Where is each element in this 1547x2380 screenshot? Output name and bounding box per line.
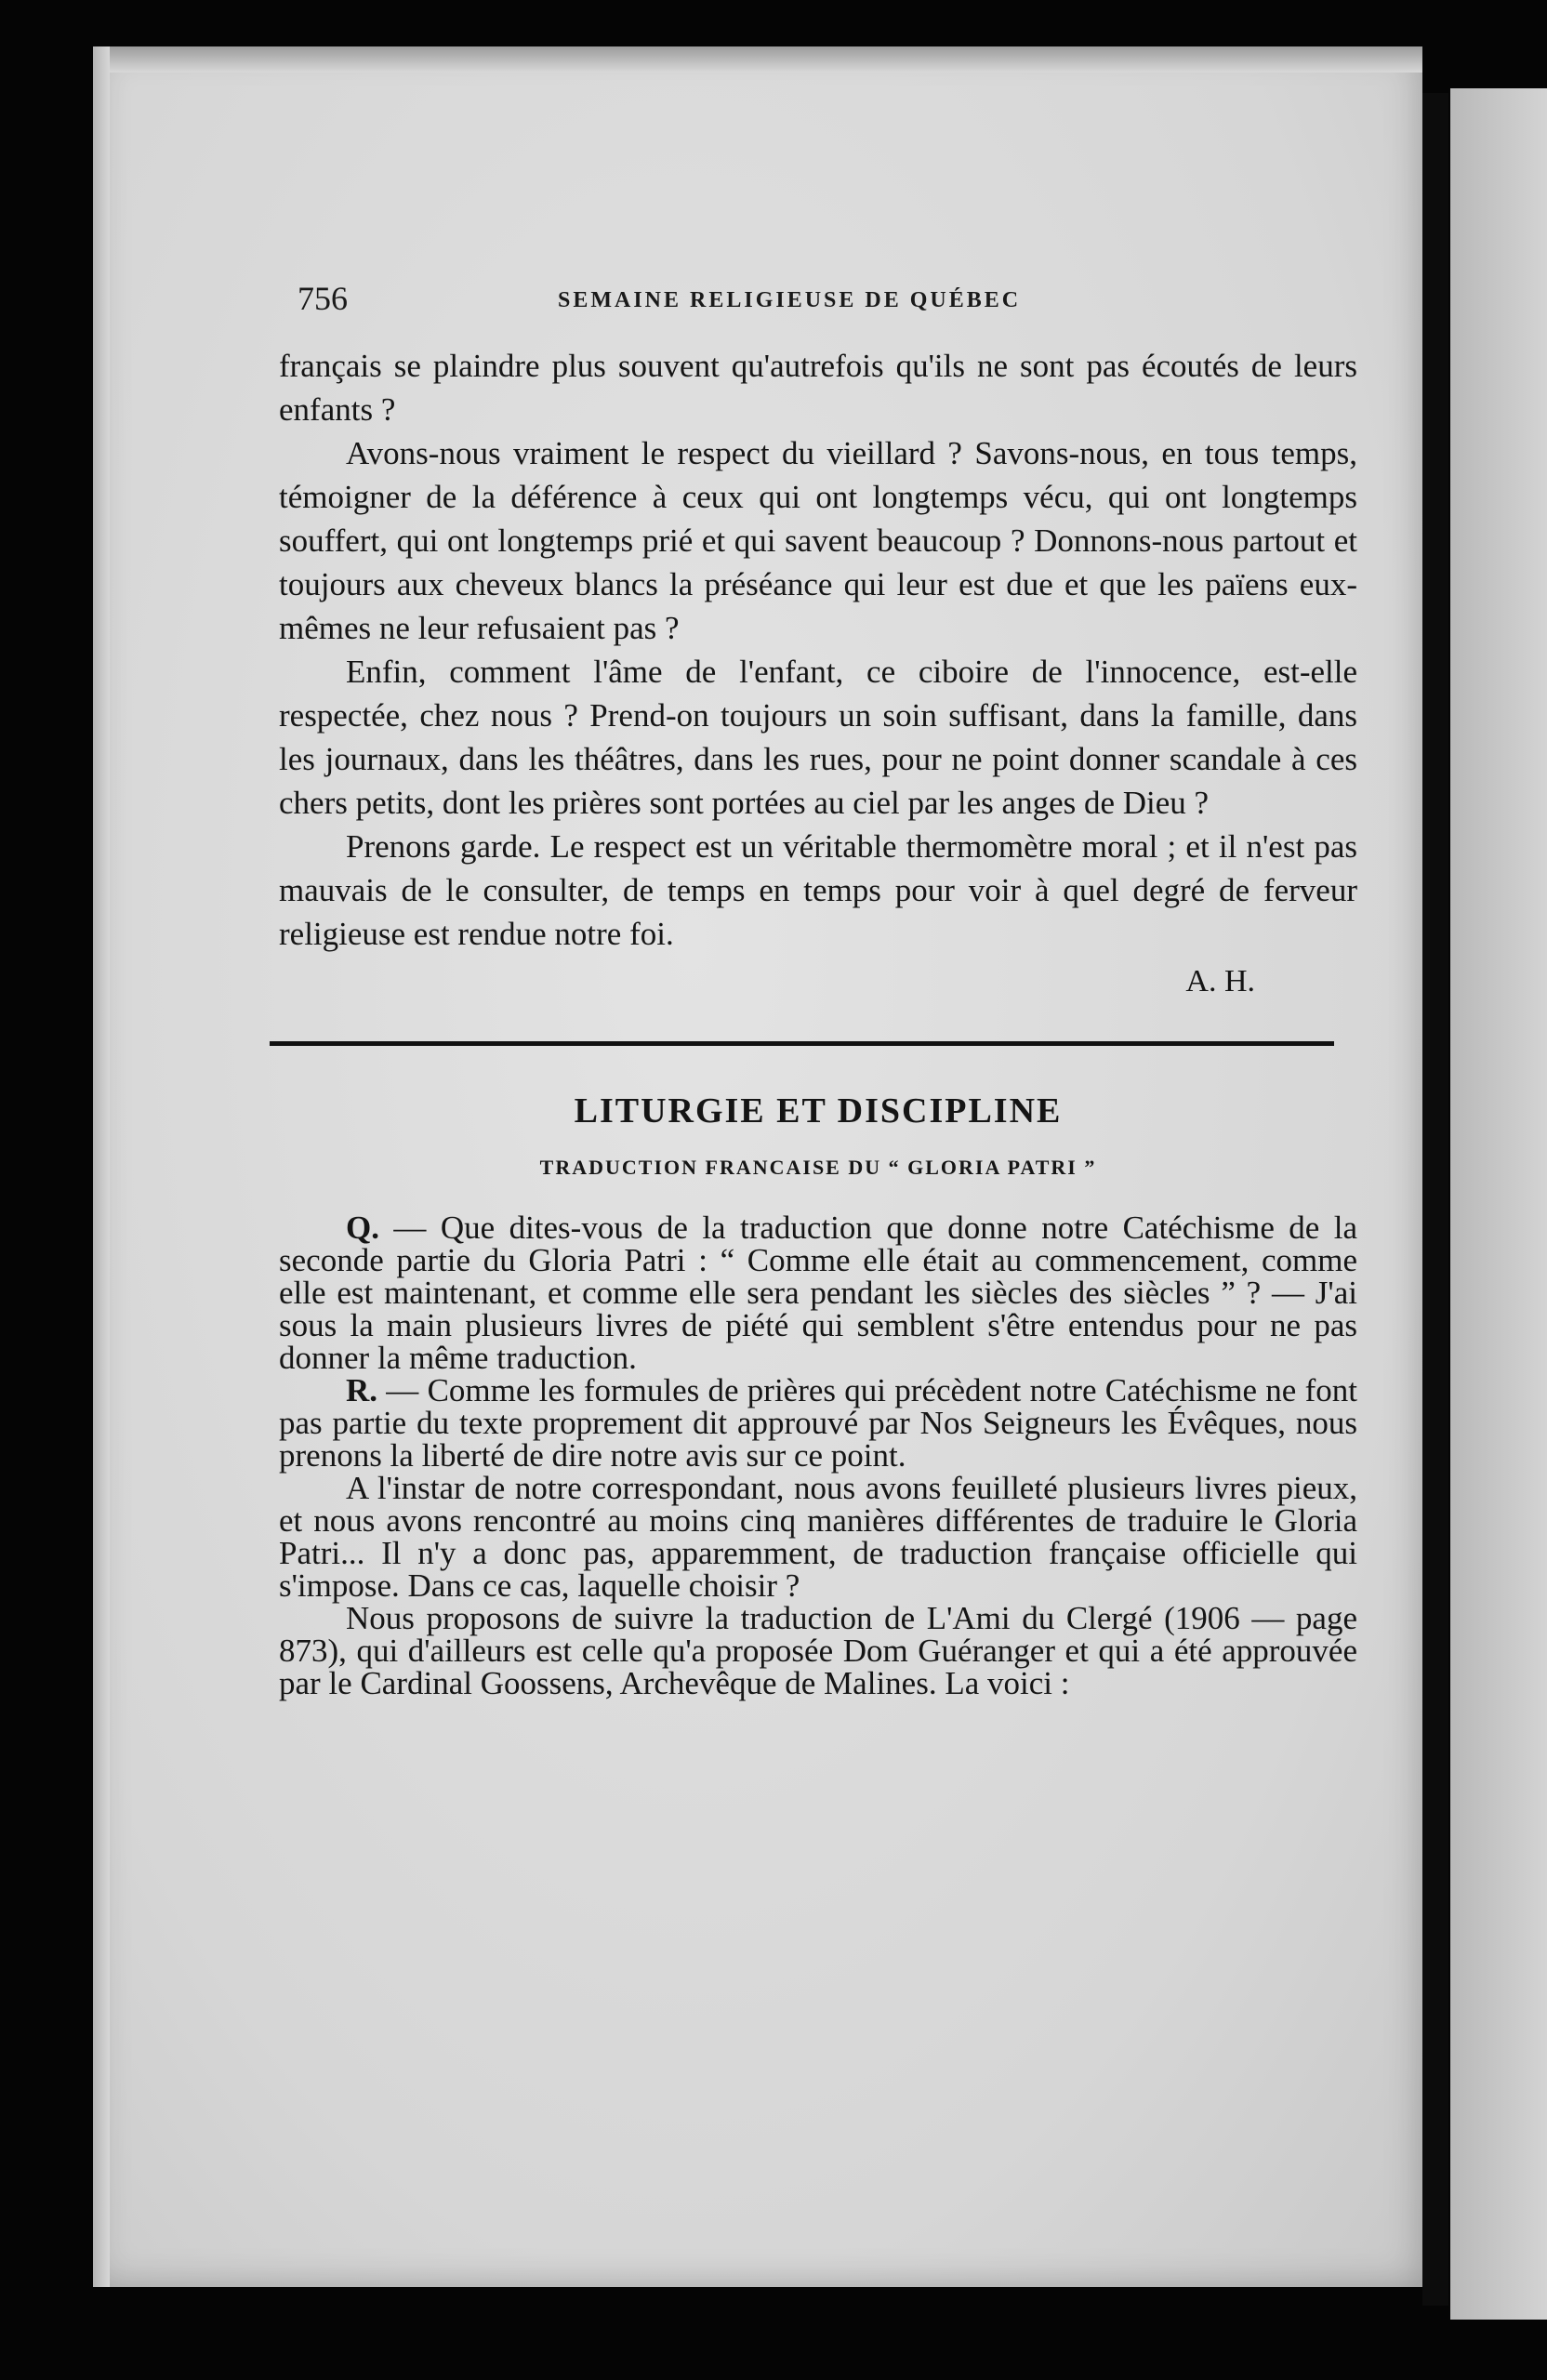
answer-text: — Comme les formules de prières qui précèdent notre Catéchisme ne font pas partie du texte proprement dit approuvé par Nos Seigneurs les Évêques, nous prenons la liberté de dire notre avis sur ce point. — [279, 1372, 1357, 1474]
question-paragraph — [279, 1211, 1357, 1374]
page-content — [279, 279, 1357, 1699]
section-subtitle: TRADUCTION FRANCAISE DU “ GLORIA PATRI ” — [539, 1156, 1097, 1179]
question-text: — Que dites-vous de la traduction que donne notre Catéchisme de la seconde partie du Gloria Patri : “ Comme elle était au commencement, comme elle est maintenant, et comme elle sera pendant les siècles des siècles ” ? — J'ai sous la main plusieurs livres de piété qui semblent s'être entendus pour ne pas donner la même traduction. — [279, 1210, 1357, 1376]
article-paragraph: Avons-nous vraiment le respect du vieillard ? Savons-nous, en tous temps, témoigner de la déférence à ceux qui ont longtemps vécu, qui ont longtemps souffert, qui ont longtemps prié et qui savent beaucoup ? Donnons-nous partout et toujours aux cheveux blancs la préséance qui leur est due et que les païens eux-mêmes ne leur refusaient pas ? — [279, 435, 1357, 646]
page-number: 756 — [298, 280, 348, 317]
running-head: SEMAINE RELIGIEUSE DE QUÉBEC — [558, 288, 1022, 312]
section-divider — [270, 1041, 1334, 1046]
answer-paragraph — [279, 1374, 1357, 1472]
liturgy-paragraph: A l'instar de notre correspondant, nous avons feuilleté plusieurs livres pieux, et nous avons rencontré au moins cinq manières différentes de traduire le Gloria Patri... Il n'y a donc pas, apparemment, de traduction française officielle qui s'impose. Dans ce cas, laquelle choisir ? — [279, 1470, 1357, 1604]
gutter-shadow — [1422, 93, 1448, 2306]
page-top-edge — [93, 46, 1422, 73]
adjacent-page-edge — [1450, 88, 1547, 2320]
article-paragraph: Enfin, comment l'âme de l'enfant, ce ciboire de l'innocence, est-elle respectée, chez nous ? Prend-on toujours un soin suffisant, dans la famille, dans les journaux, dans les théâtres, dans les rues, pour ne point donner scandale à ces chers petits, dont les prières sont portées au ciel par les anges de Dieu ? — [279, 654, 1357, 821]
section-title: LITURGIE ET DISCIPLINE — [574, 1091, 1063, 1130]
liturgy-body — [279, 1211, 1357, 1699]
answer-lead: R. — [346, 1372, 378, 1408]
article-signature: A. H. — [1185, 964, 1255, 998]
page-left-edge — [93, 46, 110, 2287]
article-body — [279, 344, 1357, 1004]
liturgy-paragraph: Nous proposons de suivre la traduction de L'Ami du Clergé (1906 — page 873), qui d'ailleurs est celle qu'a proposée Dom Guéranger et qui a été approuvée par le Cardinal Goossens, Archevêque de Malines. La voici : — [279, 1600, 1357, 1701]
article-paragraph: Prenons garde. Le respect est un véritable thermomètre moral ; et il n'est pas mauvais de le consulter, de temps en temps pour voir à quel degré de ferveur religieuse est rendue notre foi. — [279, 828, 1357, 952]
page-header — [279, 279, 1357, 335]
question-lead: Q. — [346, 1210, 379, 1246]
article-paragraph: français se plaindre plus souvent qu'autrefois qu'ils ne sont pas écoutés de leurs enfants ? — [279, 348, 1357, 428]
